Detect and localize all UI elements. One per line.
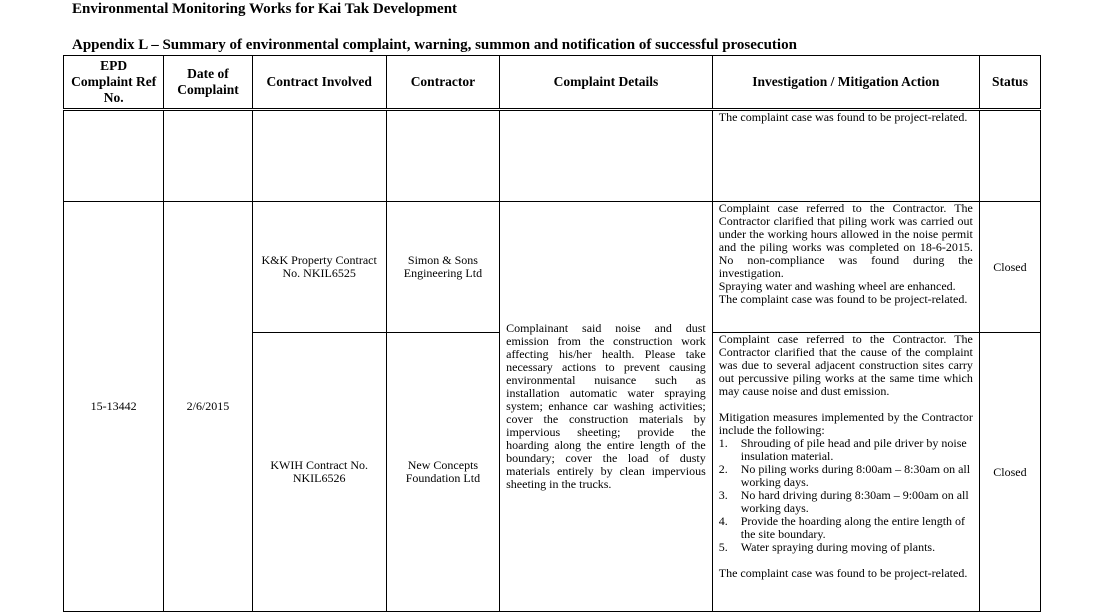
list-text: No piling works during 8:00am – 8:30am on all working days. (740, 462, 971, 489)
cell-complaint-details: Complainant said noise and dust emission from the construction work affecting his/her health. Please take necessary actions to prevent causing environmental nuisance such as installation automatic water spraying system; enhance car washing activities; cover the construction materials by impervious sheeting; provide the hoarding along the entire length of the boundary; cover the load of dusty materials entirely by clean impervious sheeting in the trucks. (500, 202, 713, 612)
cell-contractor: Simon & Sons Engineering Ltd (386, 202, 499, 333)
header-status: Status (979, 56, 1040, 110)
mitigation-list (719, 437, 973, 554)
header-investigation: Investigation / Mitigation Action (712, 56, 979, 110)
header-ref-no: EPD Complaint Ref No. (64, 56, 164, 110)
list-text: No hard driving during 8:30am – 9:00am on all working days. (740, 488, 969, 515)
cell-status: Closed (979, 333, 1040, 612)
cell-empty (979, 110, 1040, 202)
header-date: Date of Complaint (164, 56, 252, 110)
list-number: 2. (718, 462, 728, 476)
list-text: Water spraying during moving of plants. (740, 540, 936, 554)
cell-contract: K&K Property Contract No. NKIL6525 (252, 202, 386, 333)
cell-empty (64, 110, 164, 202)
investigation-text: Mitigation measures implemented by the Contractor include the following: (718, 410, 973, 437)
cell-empty (500, 110, 713, 202)
complaint-summary-table (63, 55, 1041, 612)
list-text: Provide the hoarding along the entire length of the site boundary. (740, 514, 966, 541)
list-number: 1. (718, 436, 728, 450)
list-number: 5. (718, 540, 728, 554)
list-item (719, 515, 973, 541)
list-text: Shrouding of pile head and pile driver by noise insulation material. (740, 436, 967, 463)
list-item (719, 463, 973, 489)
header-contractor: Contractor (386, 56, 499, 110)
cell-investigation (712, 202, 979, 333)
table-row (64, 202, 1041, 333)
cell-contractor: New Concepts Foundation Ltd (386, 333, 499, 612)
cell-investigation (712, 333, 979, 612)
investigation-text: Complaint case referred to the Contractor. The Contractor clarified that piling work was carried out under the working hours allowed in the noise permit and the piling works was completed on 18-6-2015. No non-compliance was found during the investigation. (718, 201, 973, 280)
list-item (719, 489, 973, 515)
cell-investigation-continued (712, 110, 979, 202)
investigation-text: Complaint case referred to the Contractor. The Contractor clarified that the cause of the complaint was due to several adjacent construction sites carry out percussive piling works at the same time which may cause noise and dust emission. (718, 332, 973, 398)
cell-ref-no: 15-13442 (64, 202, 164, 612)
cell-date: 2/6/2015 (164, 202, 252, 612)
appendix-title: Appendix L – Summary of environmental complaint, warning, summon and notification of successful prosecution (72, 37, 797, 53)
table-header-row (64, 56, 1041, 110)
list-item (719, 437, 973, 463)
investigation-text: Spraying water and washing wheel are enhanced. (718, 279, 956, 293)
investigation-text: The complaint case was found to be project-related. (718, 566, 968, 580)
cell-contract: KWIH Contract No. NKIL6526 (252, 333, 386, 612)
investigation-text: The complaint case was found to be project-related. (718, 110, 968, 124)
document-title: Environmental Monitoring Works for Kai Tak Development (72, 1, 458, 17)
list-number: 3. (718, 488, 728, 502)
list-item (719, 541, 973, 554)
cell-empty (252, 110, 386, 202)
investigation-text: The complaint case was found to be project-related. (718, 292, 968, 306)
cell-empty (164, 110, 252, 202)
header-contract: Contract Involved (252, 56, 386, 110)
cell-status: Closed (979, 202, 1040, 333)
cell-empty (386, 110, 499, 202)
list-number: 4. (718, 514, 728, 528)
continuation-row (64, 110, 1041, 202)
header-details: Complaint Details (500, 56, 713, 110)
